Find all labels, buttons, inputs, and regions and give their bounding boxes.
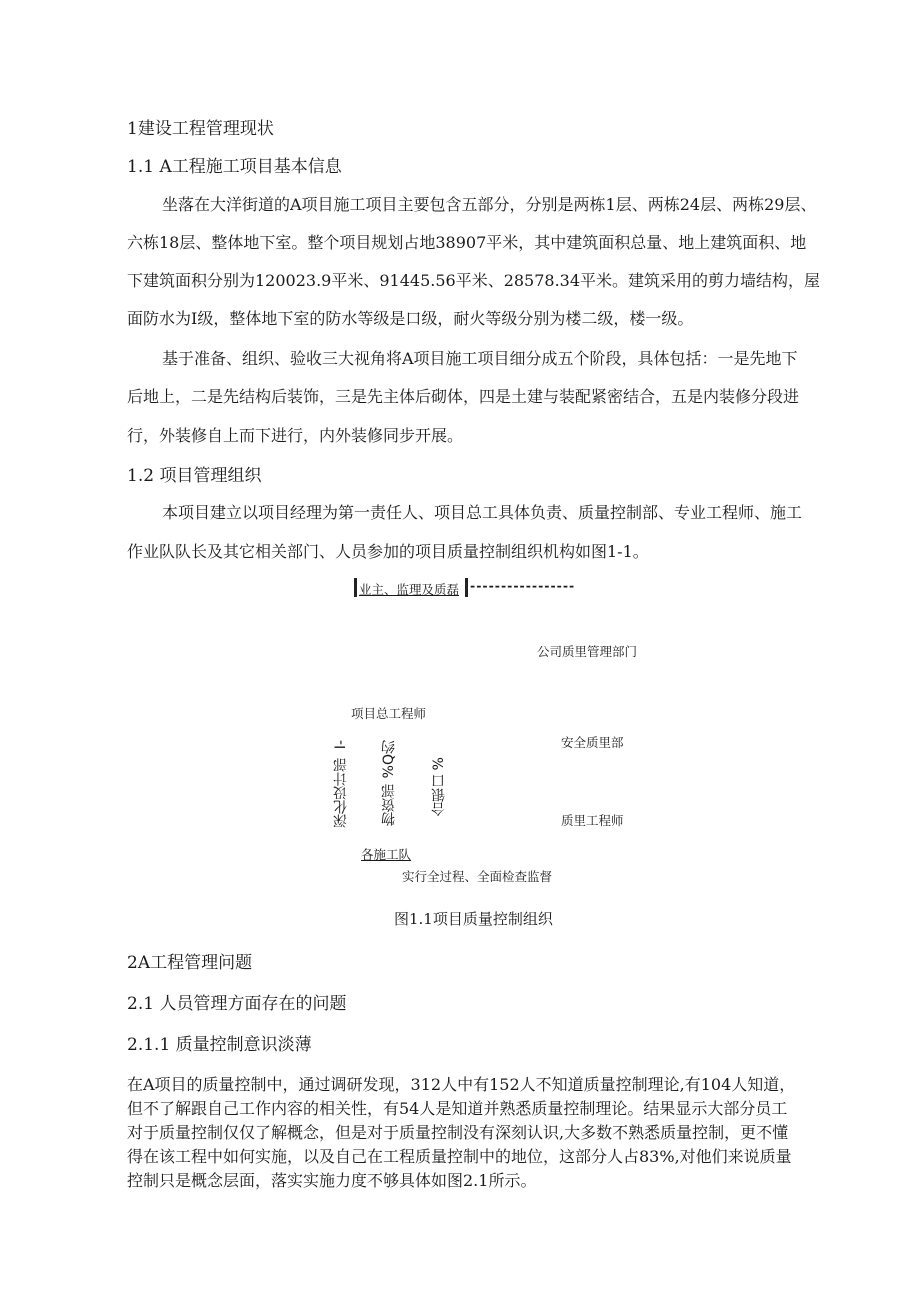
paragraph-line: 坐落在大洋街道的A项目施工项目主要包含五部分，分别是两栋1层、两栋24层、两栋29层、 xyxy=(162,195,817,214)
paragraph-line: 后地上，二是先结构后装饰，三是先主体后砌体，四是土建与装配紧密结合，五是内装修分段进 xyxy=(127,387,800,406)
section-1-2-title: 1.2 项目管理组织 xyxy=(127,466,262,486)
vertical-label-design-mark: I- xyxy=(333,740,349,750)
section-1-title: 1建设工程管理现状 xyxy=(127,119,274,139)
company-quality-dept: 公司质里管理部门 xyxy=(537,644,638,659)
paragraph-line: 行，外装修自上而下进行，内外装修同步开展。 xyxy=(127,426,464,445)
vertical-label-material: 物资部 xyxy=(381,784,397,826)
paragraph-line: 六栋18层、整体地下室。整个项目规划占地38907平米，其中建筑面积总量、地上建筑面积、地 xyxy=(127,233,807,252)
divider-bar-left xyxy=(354,578,357,597)
vertical-label-design: 深化设计部 xyxy=(333,758,349,828)
section-2-1-title: 2.1 人员管理方面存在的问题 xyxy=(127,994,347,1014)
safety-quality-dept: 安全质里部 xyxy=(561,735,624,750)
construction-teams: 各施工队 xyxy=(361,847,412,862)
paragraph-line: 但不了解跟自己工作内容的相关性，有54人是知道并熟悉质量控制理论。结果显示大部分员工 xyxy=(127,1099,788,1118)
paragraph-line: 对于质量控制仅仅了解概念，但是对于质量控制没有深刻认识,大多数不熟悉质量控制，更不懂 xyxy=(127,1123,789,1142)
paragraph-line: 下建筑面积分别为120023.9平米、91445.56平米、28578.34平米。建筑采用的剪力墙结构，屋 xyxy=(127,271,821,290)
section-2-title: 2A工程管理问题 xyxy=(127,953,253,973)
section-1-1-title: 1.1 A工程施工项目基本信息 xyxy=(127,157,342,177)
paragraph-line: 基于准备、组织、验收三大视角将A项目施工项目细分成五个阶段，具体包括：一是先地下 xyxy=(162,349,798,368)
vertical-label-contract: 合银口 xyxy=(431,774,447,816)
vertical-label-contract-mark: % xyxy=(431,757,447,771)
supervision-note: 实行全过程、全面检查监督 xyxy=(402,869,553,884)
chief-engineer: 项目总工程师 xyxy=(351,706,427,721)
divider-bar-right xyxy=(465,578,468,597)
paragraph-line: 面防水为I级，整体地下室的防水等级是口级，耐火等级分别为楼二级，楼一级。 xyxy=(127,309,694,328)
vertical-label-material-mark: %Q约 xyxy=(381,740,397,779)
paragraph-line: 得在该工程中如何实施，以及自己在工程质量控制中的地位，这部分人占83%,对他们来说质量 xyxy=(127,1147,792,1166)
section-2-1-1-title: 2.1.1 质量控制意识淡薄 xyxy=(127,1035,312,1055)
figure-caption: 图1.1项目质量控制组织 xyxy=(394,910,553,928)
dashed-connector: ----------------- xyxy=(470,578,576,593)
paragraph-line: 在A项目的质量控制中，通过调研发现，312人中有152人不知道质量控制理论,有104人知道， xyxy=(127,1075,796,1094)
owner-supervisor-label: 业主、监理及质磊 xyxy=(359,582,460,597)
paragraph-line: 本项目建立以项目经理为第一责任人、项目总工具体负责、质量控制部、专业工程师、施工 xyxy=(162,503,803,522)
paragraph-line: 作业队队长及其它相关部门、人员参加的项目质量控制组织机构如图1-1。 xyxy=(127,542,649,561)
quality-engineer: 质里工程师 xyxy=(561,813,624,828)
paragraph-line: 控制只是概念层面，落实实施力度不够具体如图2.1所示。 xyxy=(127,1171,537,1190)
